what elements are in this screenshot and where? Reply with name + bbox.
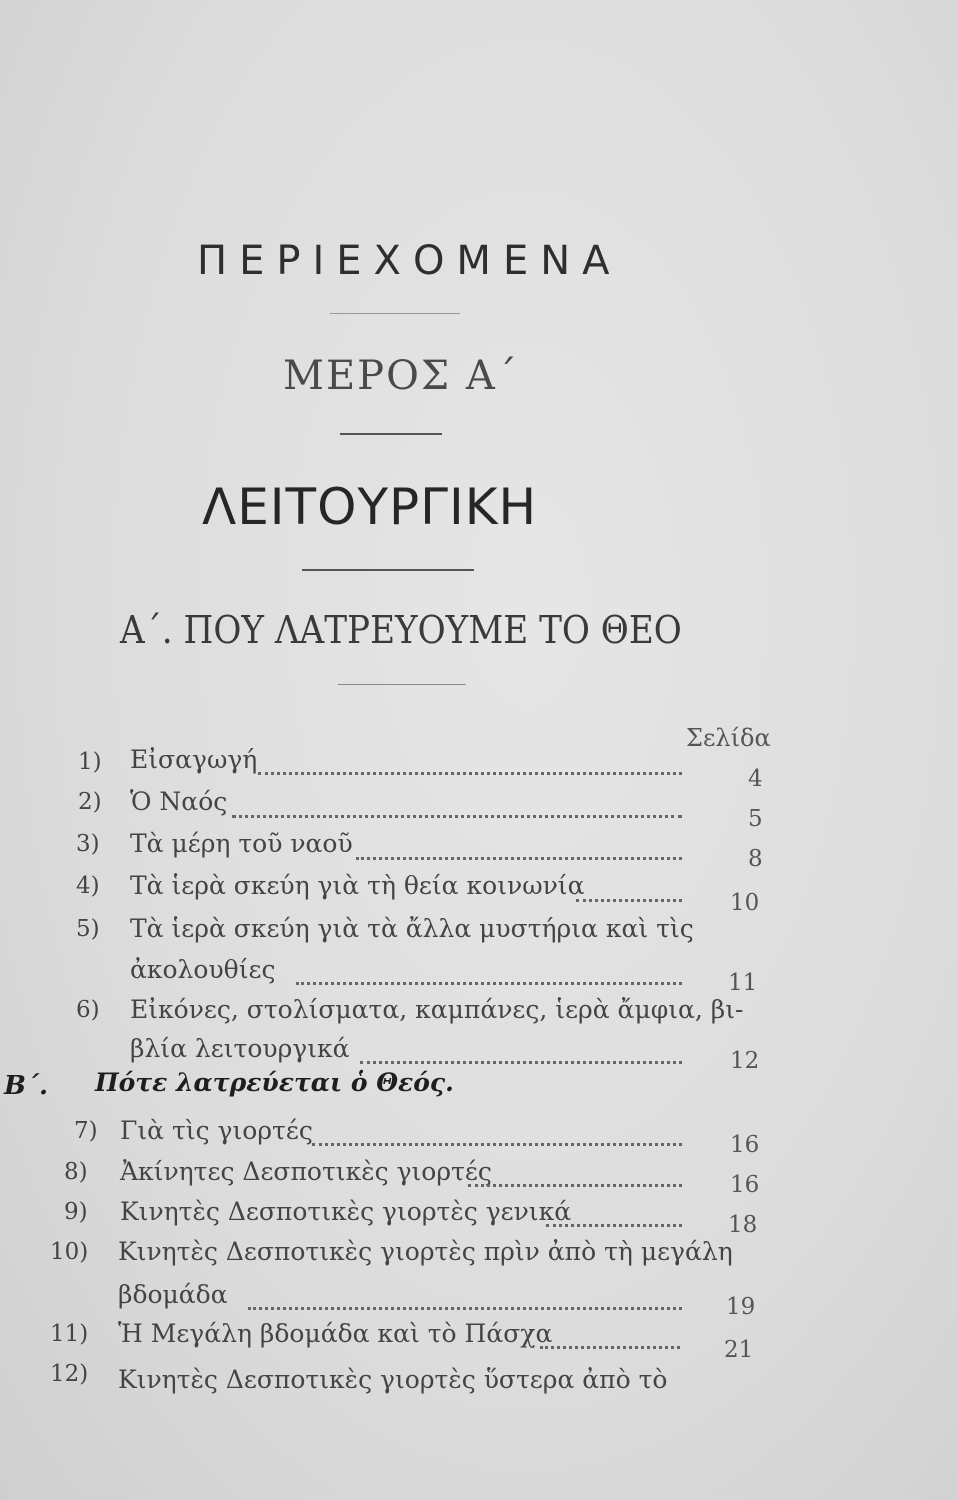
- entry-10-title-line-1: Κινητὲς Δεσποτικὲς γιορτὲς πρὶν ἀπὸ τὴ μεγάλη: [118, 1237, 733, 1266]
- entry-2-leader: [232, 815, 682, 818]
- part-b-title: Πότε λατρεύεται ὁ Θεός.: [95, 1068, 454, 1097]
- entry-6-title-line-2: βλία λειτουργικά: [130, 1034, 350, 1063]
- page-column-label: Σελίδα: [686, 724, 771, 752]
- entry-5-page: 11: [728, 970, 758, 996]
- entry-10-leader: [248, 1307, 682, 1310]
- entry-4-leader: [576, 899, 682, 902]
- entry-12-title: Κινητὲς Δεσποτικὲς γιορτὲς ὕστερα ἀπὸ τὸ: [118, 1365, 668, 1394]
- entry-9-title: Κινητὲς Δεσποτικὲς γιορτὲς γενικά: [120, 1197, 572, 1226]
- entry-5-title-line-2: ἀκολουθίες: [130, 955, 276, 984]
- divider-3: [302, 569, 474, 571]
- entry-1-leader: [258, 772, 682, 775]
- entry-8-number: 8): [64, 1159, 88, 1185]
- entry-2-number: 2): [78, 789, 102, 815]
- entry-1-number: 1): [78, 749, 102, 775]
- entry-8-leader: [468, 1184, 682, 1187]
- entry-3-title: Τὰ μέρη τοῦ ναοῦ: [130, 829, 353, 858]
- section-title: Α΄. ΠΟΥ ΛΑΤΡΕΥΟΥΜΕ ΤΟ ΘΕΟ: [120, 608, 682, 652]
- entry-8-title: Ἀκίνητες Δεσποτικὲς γιορτές: [120, 1157, 492, 1186]
- entry-2-title: Ὁ Ναός: [130, 787, 228, 816]
- entry-11-title: Ἡ Μεγάλη βδομάδα καὶ τὸ Πάσχα: [118, 1319, 553, 1348]
- entry-8-page: 16: [730, 1172, 760, 1198]
- entry-3-leader: [356, 857, 682, 860]
- entry-7-page: 16: [730, 1132, 760, 1158]
- entry-4-number: 4): [76, 873, 100, 899]
- entry-10-title-line-2: βδομάδα: [118, 1280, 228, 1309]
- entry-12-number: 12): [50, 1361, 89, 1387]
- contents-title: ΠΕΡΙΕΧΟΜΕΝΑ: [197, 238, 622, 284]
- divider-4: [338, 684, 466, 685]
- entry-11-number: 11): [50, 1321, 89, 1347]
- entry-6-number: 6): [76, 997, 100, 1023]
- entry-10-number: 10): [50, 1239, 89, 1265]
- entry-9-leader: [546, 1224, 682, 1227]
- entry-6-page: 12: [730, 1048, 760, 1074]
- entry-10-page: 19: [726, 1294, 756, 1320]
- divider-2: [340, 433, 442, 435]
- entry-6-leader: [360, 1061, 682, 1064]
- entry-5-number: 5): [76, 916, 100, 942]
- entry-5-title-line-1: Τὰ ἱερὰ σκεύη γιὰ τὰ ἄλλα μυστήρια καὶ τὶς: [130, 914, 694, 943]
- entry-9-number: 9): [64, 1199, 88, 1225]
- entry-4-page: 10: [730, 890, 760, 916]
- entry-11-page: 21: [724, 1337, 754, 1363]
- entry-7-title: Γιὰ τὶς γιορτές: [120, 1116, 313, 1145]
- entry-4-title: Τὰ ἱερὰ σκεύη γιὰ τὴ θεία κοινωνία: [130, 871, 585, 900]
- entry-7-leader: [312, 1143, 682, 1146]
- part-label: ΜΕΡΟΣ Α΄: [283, 353, 519, 399]
- entry-3-number: 3): [76, 831, 100, 857]
- entry-2-page: 5: [748, 806, 763, 832]
- entry-9-page: 18: [728, 1212, 758, 1238]
- entry-3-page: 8: [748, 846, 763, 872]
- entry-5-leader: [296, 982, 682, 985]
- entry-11-leader: [540, 1346, 680, 1349]
- subject-title: ΛΕΙΤΟΥΡΓΙΚΗ: [202, 478, 538, 536]
- part-b-letter: Β΄.: [4, 1071, 49, 1101]
- entry-1-page: 4: [748, 766, 763, 792]
- entry-7-number: 7): [74, 1118, 98, 1144]
- entry-6-title-line-1: Εἰκόνες, στολίσματα, καμπάνες, ἱερὰ ἄμφια, βι-: [130, 995, 744, 1024]
- divider-1: [330, 313, 460, 314]
- entry-1-title: Εἰσαγωγή: [130, 745, 258, 774]
